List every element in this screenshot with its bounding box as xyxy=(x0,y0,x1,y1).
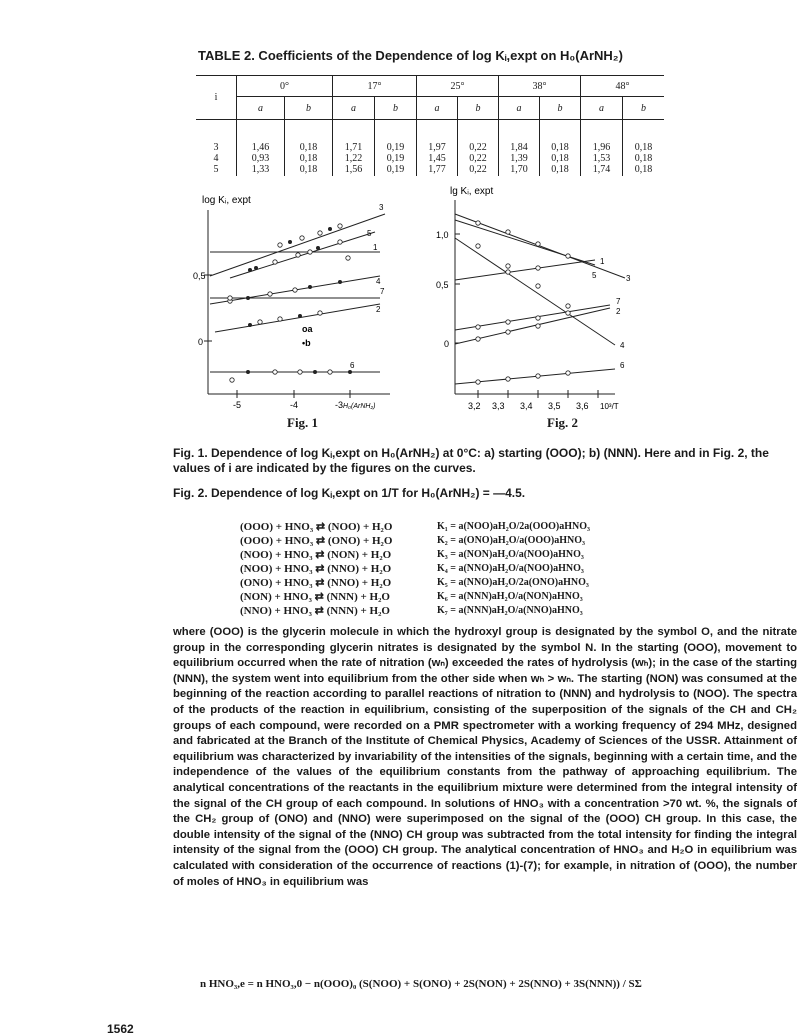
fig1-label: Fig. 1 xyxy=(287,415,319,430)
figure-1 xyxy=(190,186,420,426)
fig1-points-b xyxy=(246,227,352,374)
col-a: a xyxy=(333,97,375,120)
equilibrium-constant: K₁ = a(NOO)aH₂O/2a(OOO)aHNO₃ xyxy=(437,521,591,532)
fig1-ytick: 0 xyxy=(198,337,204,347)
col-b: b xyxy=(623,97,665,120)
fig1-legend-b: •b xyxy=(302,338,311,348)
fig2-curve-label: 2 xyxy=(616,307,621,316)
col-a: a xyxy=(237,97,285,120)
col-b: b xyxy=(375,97,417,120)
fig2-xtick: 3,3 xyxy=(492,401,505,411)
fig2-curve-label: 7 xyxy=(616,297,621,306)
fig2-ytick: 0,5 xyxy=(436,280,449,290)
constant-list xyxy=(437,520,590,618)
equilibrium-constant: K₂ = a(ONO)aH₂O/a(OOO)aHNO₃ xyxy=(437,535,586,546)
fig1-ytick: 0,5 xyxy=(193,271,206,281)
equilibrium-constant: K₅ = a(NNO)aH₂O/2a(ONO)aHNO₃ xyxy=(437,577,589,588)
table-corner: i xyxy=(196,76,237,120)
fig2-points xyxy=(476,221,570,384)
fig2-curve-label: 5 xyxy=(592,271,597,280)
fig1-curve-label: 2 xyxy=(376,305,381,314)
temp-header: 25° xyxy=(417,76,499,97)
fig2-ylabel: lg Kᵢ, expt xyxy=(450,186,494,197)
table-cell: 0,18 0,18 0,18 xyxy=(285,120,333,177)
table-title: TABLE 2. Coefficients of the Dependence of log Kᵢ,expt on H₀(ArNH₂) xyxy=(198,48,623,63)
figure-2 xyxy=(430,180,640,430)
col-b: b xyxy=(458,97,499,120)
col-b: b xyxy=(285,97,333,120)
fig2-xlabel: 10³/T xyxy=(600,402,619,411)
fig2-curve-label: 6 xyxy=(620,361,625,370)
fig2-curve-label: 3 xyxy=(626,274,631,283)
table-cell: 1,46 0,93 1,33 xyxy=(237,120,285,177)
temp-header: 0° xyxy=(237,76,333,97)
fig1-curve-3 xyxy=(210,214,385,276)
fig1-curve-label: 6 xyxy=(350,361,355,370)
col-b: b xyxy=(540,97,581,120)
i-column: 3 4 5 xyxy=(213,142,219,175)
table-cell: 0,18 0,18 0,18 xyxy=(623,120,665,177)
fig1-xlabel: H₀(ArNH₂) xyxy=(343,403,376,410)
fig1-legend-a: oa xyxy=(302,324,313,334)
fig2-curve-label: 4 xyxy=(620,341,625,350)
reaction: (NOO) + HNO₃ ⇄ (NON) + H₂O xyxy=(240,549,392,561)
reaction: (OOO) + HNO₃ ⇄ (ONO) + H₂O xyxy=(240,535,393,547)
fig1-caption: Fig. 1. Dependence of log Kᵢ,expt on H₀(ArNH₂) at 0°C: a) starting (OOO); b) (NNN). Here and in Fig. 2, the values of i are indicated by the figures on the curves. xyxy=(173,446,769,475)
temp-header: 48° xyxy=(581,76,665,97)
fig2-xtick: 3,6 xyxy=(576,401,589,411)
fig2-caption: Fig. 2. Dependence of log Kᵢ,expt on 1/T for H₀(ArNH₂) = —4.5. xyxy=(173,486,526,500)
fig2-ytick: 0 xyxy=(444,339,450,349)
fig2-curve-1 xyxy=(455,220,595,265)
equilibrium-constant: K₆ = a(NNN)aH₂O/a(NON)aHNO₃ xyxy=(437,591,583,602)
fig1-curve-label: 5 xyxy=(367,229,372,238)
fig2-curve-label: 1 xyxy=(600,257,605,266)
fig2-curve-5 xyxy=(455,260,595,280)
table-cell: 0,19 0,19 0,19 xyxy=(375,120,417,177)
table-cell: 1,96 1,53 1,74 xyxy=(581,120,623,177)
moles-formula: n HNO₃,e = n HNO₃,0 − n(OOO)₀ (S(NOO) + S(ONO) + 2S(NON) + 2S(NNO) + 3S(NNN)) / SΣ xyxy=(200,978,642,990)
fig1-curve-label: 1 xyxy=(373,243,378,252)
fig1-curve-label: 7 xyxy=(380,287,385,296)
fig2-xtick: 3,5 xyxy=(548,401,561,411)
equilibrium-constant: K₃ = a(NON)aH₂O/a(NOO)aHNO₃ xyxy=(437,549,584,560)
reaction-list xyxy=(240,520,392,618)
body-paragraph: where (OOO) is the glycerin molecule in which the hydroxyl group is designated by the symbol O, and the nitrate group in the corresponding glycerin nitrates is designated by the symbol N. In the starting (OOO), movement to equilibrium occurred when the rate of nitration (wₙ) exceeded the rates of hydrolysis (wₕ); in the case of the starting (NNN), the system went into equilibrium from the other side when wₕ > wₙ. The starting (NON) was consumed at the beginning of the reaction according to parallel reactions of nitration to (NNN) and hydrolysis to (NOO). The spectra of the products of the reaction in equilibrium, consisting of the superposition of the signals of the CH and CH₂ groups of each compound, were recorded on a PMR spectrometer with a working frequency of 294 MHz, designed and fabricated at the Branch of the Institute of Chemical Physics, Academy of Sciences of the USSR. Attainment of equilibrium was characterized by invariability of the intensities of the signals, beginning with a certain time, and the independence of the values of the equilibrium constants from the pathway of approaching equilibrium. The analytical concentrations of the reactants in the equilibrium mixture were determined from the integral intensity of the signal of the CH group of each compound. In solutions of HNO₃ with a concentration >70 wt. %, the signals of the CH₂ group of (ONO) and (NNO) were superimposed on the signal of the (OOO) CH group. In this case, the double intensity of the signal of the (NNO) CH group was subtracted from the total intensity for finding the integral intensity of the signal from the (OOO) CH group. The analytical concentration of HNO₃ and H₂O in equilibrium was calculated with consideration of the occurrence of reactions (1)-(7); for example, in nitration of (OOO), the number of moles of HNO₃ in equilibrium was xyxy=(173,626,797,888)
col-a: a xyxy=(499,97,540,120)
fig2-label: Fig. 2 xyxy=(547,415,579,430)
reaction: (NON) + HNO₃ ⇄ (NNN) + H₂O xyxy=(240,591,390,603)
table-cell: 1,71 1,22 1,56 xyxy=(333,120,375,177)
reaction: (OOO) + HNO₃ ⇄ (NOO) + H₂O xyxy=(240,521,393,533)
reaction: (NOO) + HNO₃ ⇄ (NNO) + H₂O xyxy=(240,563,392,575)
fig1-ylabel: log Kᵢ, expt xyxy=(202,195,251,206)
temp-header: 38° xyxy=(499,76,581,97)
col-a: a xyxy=(417,97,458,120)
fig1-xtick: -4 xyxy=(290,400,299,410)
fig2-xtick: 3,4 xyxy=(520,401,533,411)
temp-header: 17° xyxy=(333,76,417,97)
table-cell: 1,84 1,39 1,70 xyxy=(499,120,540,177)
fig1-curve-2 xyxy=(215,304,380,332)
fig1-curve-label: 3 xyxy=(379,203,384,212)
fig2-xtick: 3,2 xyxy=(468,401,481,411)
equilibrium-constant: K₇ = a(NNN)aH₂O/a(NNO)aHNO₃ xyxy=(437,605,583,616)
page-number: 1562 xyxy=(107,1022,134,1036)
table-cell: 0,22 0,22 0,22 xyxy=(458,120,499,177)
fig1-xtick: -3 xyxy=(335,400,344,410)
fig1-curve-label: 4 xyxy=(376,277,381,286)
equilibrium-constant: K₄ = a(NNO)aH₂O/a(NOO)aHNO₃ xyxy=(437,563,584,574)
table-cell: 0,18 0,18 0,18 xyxy=(540,120,581,177)
fig1-xtick: -5 xyxy=(233,400,242,410)
reaction: (NNO) + HNO₃ ⇄ (NNN) + H₂O xyxy=(240,605,390,617)
col-a: a xyxy=(581,97,623,120)
reaction: (ONO) + HNO₃ ⇄ (NNO) + H₂O xyxy=(240,577,392,589)
coefficients-table xyxy=(196,75,664,176)
table-cell: 1,97 1,45 1,77 xyxy=(417,120,458,177)
fig2-ytick: 1,0 xyxy=(436,230,449,240)
